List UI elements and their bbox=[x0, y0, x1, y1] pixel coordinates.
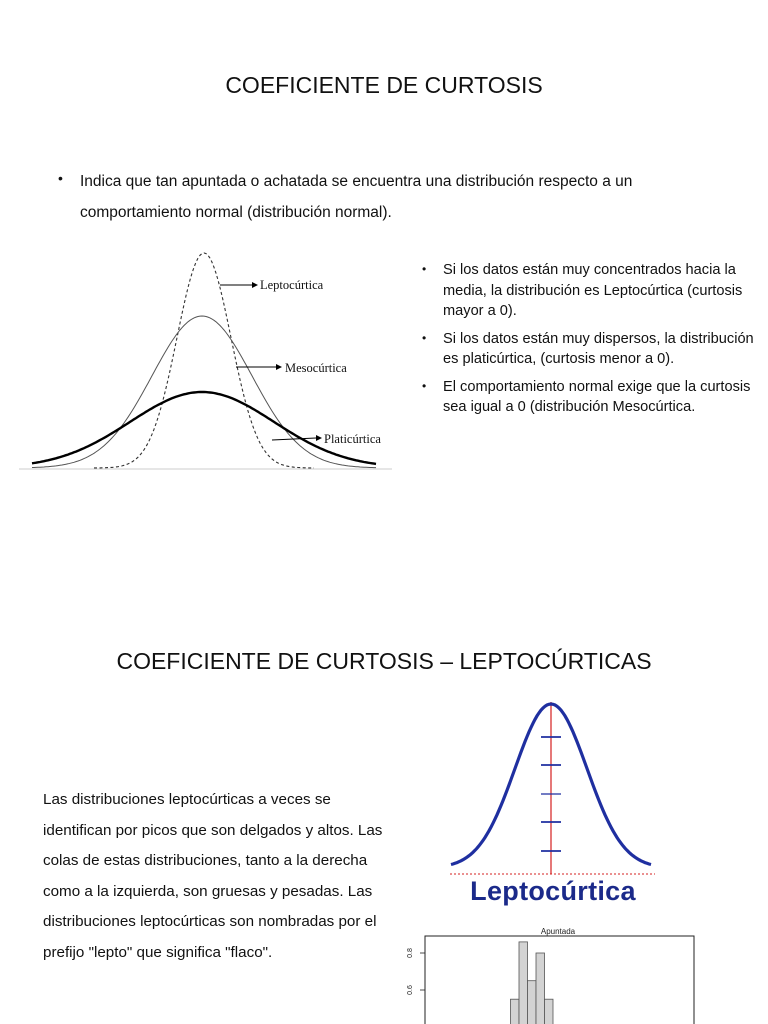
bullet-dot: • bbox=[422, 378, 427, 393]
histogram-bar bbox=[545, 999, 554, 1024]
kurtosis-bullet bbox=[422, 329, 762, 370]
kurtosis-figure bbox=[14, 246, 404, 474]
plati-label: Platicúrtica bbox=[324, 432, 381, 446]
leptokurtic-paragraph: Las distribuciones leptocúrticas a veces se identifican por picos que son delgados y altos. Las colas de estas distribuciones, tanto a la derecha como a la izquierda, son gruesas y pesadas. Las distribuciones leptocúrticas son nombradas por el prefijo "lepto" que significa "flaco". bbox=[43, 791, 383, 961]
kurtosis-bullet bbox=[422, 377, 762, 418]
histogram-bar bbox=[528, 981, 537, 1024]
kurtosis-bullet-text: El comportamiento normal exige que la curtosis sea igual a 0 (distribución Mesocúrtica. bbox=[443, 378, 751, 415]
histogram-bar bbox=[511, 999, 520, 1024]
platicurtic-curve bbox=[32, 392, 376, 464]
plot-frame bbox=[425, 936, 694, 1024]
plati-arrowhead bbox=[316, 435, 322, 441]
lepto-arrowhead bbox=[252, 282, 258, 288]
y-tick-label: 0.6 bbox=[407, 985, 414, 995]
intro-text: Indica que tan apuntada o achatada se encuentra una distribución respecto a un comportamiento normal (distribución normal). bbox=[80, 173, 633, 221]
kurtosis-bullet-text: Si los datos están muy concentrados hacia la media, la distribución es Leptocúrtica (curtosis mayor a 0). bbox=[443, 262, 743, 319]
histogram-bar bbox=[536, 953, 545, 1024]
histogram-title: Apuntada bbox=[540, 927, 576, 936]
meso-label: Mesocúrtica bbox=[285, 361, 347, 375]
lepto-label: Leptocúrtica bbox=[260, 278, 324, 292]
kurtosis-bullet bbox=[422, 260, 762, 322]
leptokurtic-label: Leptocúrtica bbox=[470, 876, 636, 906]
slide2-title: COEFICIENTE DE CURTOSIS – LEPTOCÚRTICAS bbox=[116, 648, 652, 674]
y-tick-label: 0.8 bbox=[407, 948, 414, 958]
leptokurtic-figure bbox=[445, 700, 660, 878]
bullet-dot: • bbox=[422, 262, 427, 276]
meso-arrowhead bbox=[276, 364, 282, 370]
kurtosis-bullets bbox=[422, 260, 762, 425]
bullet-dot: • bbox=[58, 170, 63, 186]
histogram-chart bbox=[400, 922, 700, 1024]
histogram-bar bbox=[519, 942, 528, 1024]
kurtosis-bullet-text: Si los datos están muy dispersos, la distribución es platicúrtica, (curtosis menor a 0). bbox=[443, 330, 754, 367]
slide1-title: COEFICIENTE DE CURTOSIS bbox=[225, 72, 543, 98]
bullet-dot: • bbox=[422, 330, 427, 345]
intro-bullet bbox=[58, 166, 718, 228]
